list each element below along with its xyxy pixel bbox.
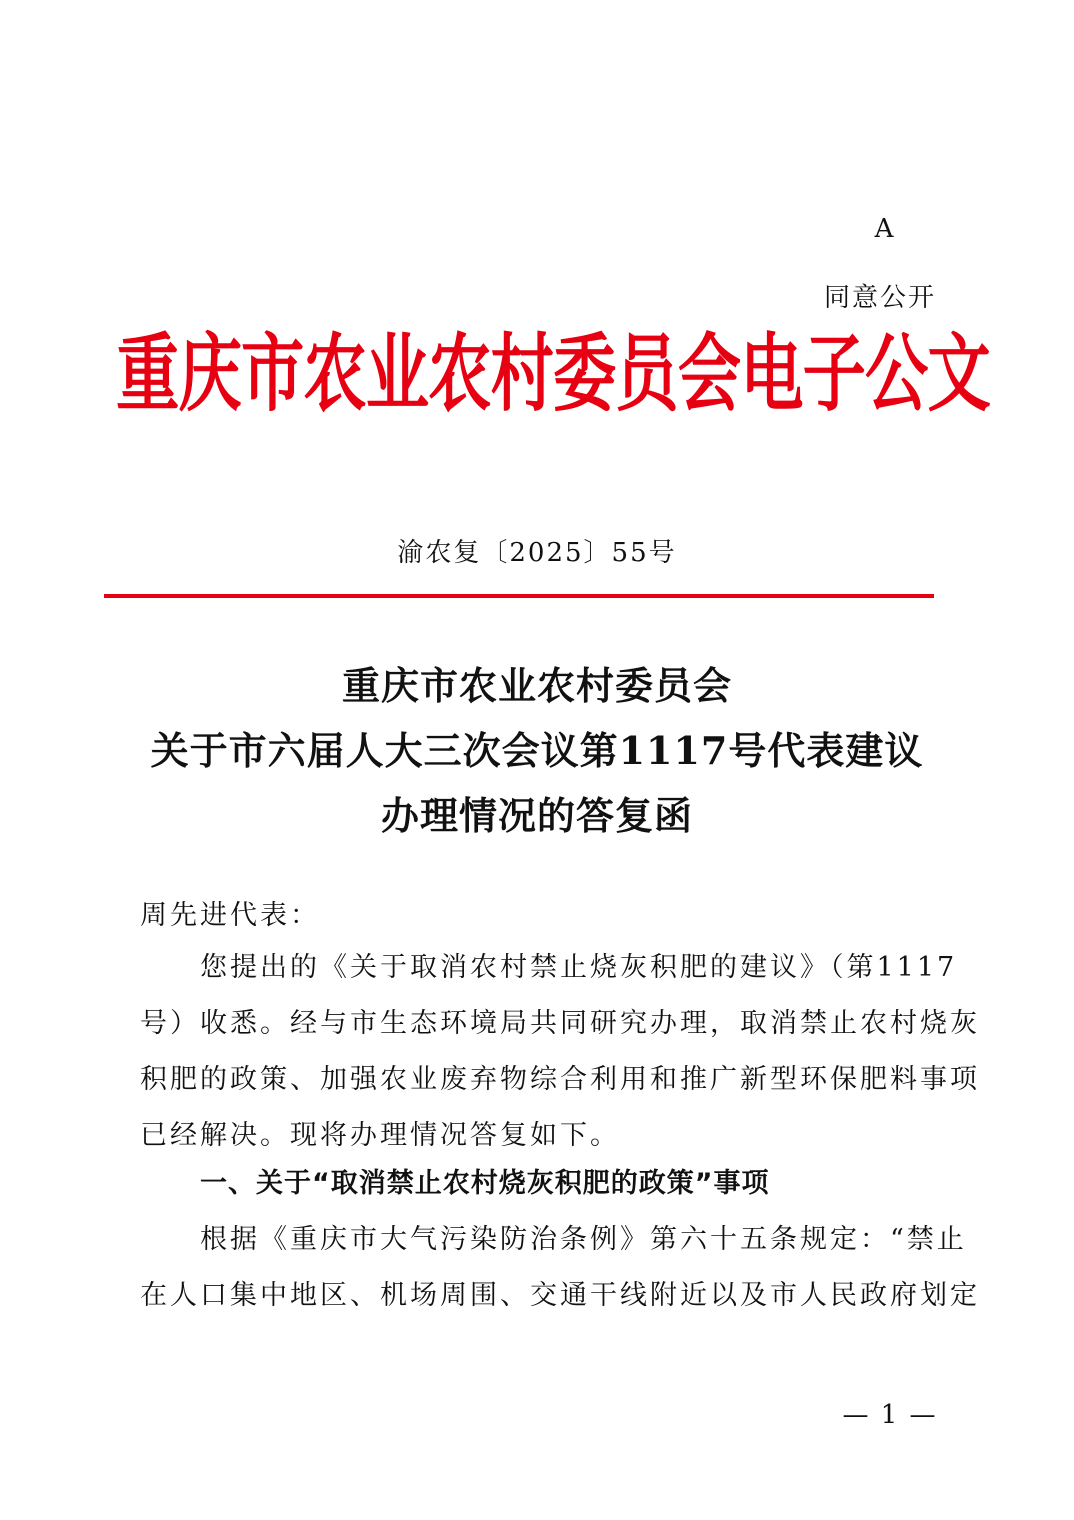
paragraph-1-line-2: 号）收悉。经与市生态环境局共同研究办理，取消禁止农村烧灰 xyxy=(140,1008,980,1039)
document-level-mark: A xyxy=(874,214,894,244)
paragraph-1-line-4: 已经解决。现将办理情况答复如下。 xyxy=(140,1120,620,1151)
disclosure-status: 同意公开 xyxy=(823,283,936,313)
title-line-3: 办理情况的答复函 xyxy=(380,793,693,838)
red-divider-line xyxy=(104,594,934,598)
title-line-1: 重庆市农业农村委员会 xyxy=(341,663,732,708)
title-line-2: 关于市六届人大三次会议第1117号代表建议 xyxy=(150,728,924,773)
document-number: 渝农复〔2025〕55号 xyxy=(397,538,677,568)
paragraph-1-line-3: 积肥的政策、加强农业废弃物综合利用和推广新型环保肥料事项 xyxy=(140,1064,980,1095)
header-title: 重庆市农业农村委员会电子公文 xyxy=(116,324,990,424)
paragraph-1-line-1: 您提出的《关于取消农村禁止烧灰积肥的建议》（第1117 xyxy=(200,952,958,983)
salutation: 周先进代表： xyxy=(140,900,320,931)
document-header xyxy=(0,324,1074,424)
section-1-heading: 一、关于“取消禁止农村烧灰积肥的政策”事项 xyxy=(200,1168,770,1199)
page-number: — 1 — xyxy=(842,1400,938,1430)
paragraph-2-line-2: 在人口集中地区、机场周围、交通干线附近以及市人民政府划定 xyxy=(140,1280,980,1311)
paragraph-2-line-1: 根据《重庆市大气污染防治条例》第六十五条规定：“禁止 xyxy=(200,1224,967,1255)
